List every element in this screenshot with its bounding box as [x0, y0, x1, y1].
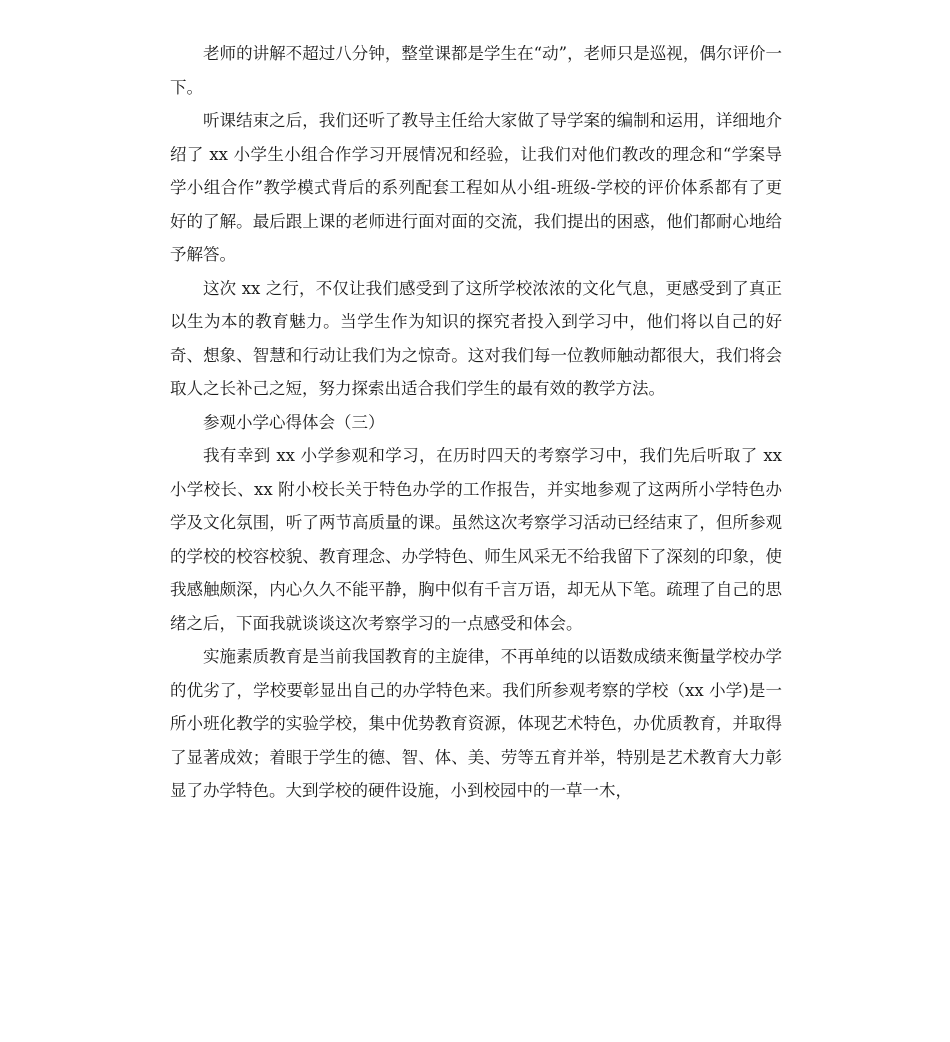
document-body — [170, 37, 782, 808]
paragraph-visit-reflection: 这次 xx 之行，不仅让我们感受到了这所学校浓浓的文化气息，更感受到了真正以生为本的教育魅力。当学生作为知识的探究者投入到学习中，他们将以自己的好奇、想象、智慧和行动让我们为之惊奇。这对我们每一位教师触动都很大，我们将会取人之长补己之短，努力探索出适合我们学生的最有效的教学方法。 — [170, 278, 782, 398]
paragraph-after-class: 听课结束之后，我们还听了教导主任给大家做了导学案的编制和运用，详细地介绍了 xx 小学生小组合作学习开展情况和经验，让我们对他们教改的理念和“学案导学小组合作”教学模式背后的系列配套工程如从小组-班级-学校的评价体系都有了更好的了解。最后跟上课的老师进行面对面的交流，我们提出的困惑，他们都耐心地给予解答。 — [170, 111, 782, 264]
paragraph-teacher-explanation: 老师的讲解不超过八分钟，整堂课都是学生在“动”，老师只是巡视，偶尔评价一下。 — [170, 44, 782, 97]
paragraph-visit-intro: 我有幸到 xx 小学参观和学习，在历时四天的考察学习中，我们先后听取了 xx 小学校长、xx 附小校长关于特色办学的工作报告，并实地参观了这两所小学特色办学及文化氛围，听了两节高质量的课。虽然这次考察学习活动已经结束了，但所参观的学校的校容校貌、教育理念、办学特色、师生风采无不给我留下了深刻的印象，使我感触颇深，内心久久不能平静，胸中似有千言万语，却无从下笔。疏理了自己的思绪之后，下面我就谈谈这次考察学习的一点感受和体会。 — [170, 446, 782, 633]
section-heading: 参观小学心得体会（三） — [203, 412, 385, 432]
paragraph-quality-education: 实施素质教育是当前我国教育的主旋律，不再单纯的以语数成绩来衡量学校办学的优劣了，学校要彰显出自己的办学特色来。我们所参观考察的学校（xx 小学)是一所小班化教学的实验学校，集中优势教育资源，体现艺术特色，办优质教育，并取得了显著成效；着眼于学生的德、智、体、美、劳等五育并举，特别是艺术教育大力彰显了办学特色。大到学校的硬件设施，小到校园中的一草一木， — [170, 647, 782, 800]
